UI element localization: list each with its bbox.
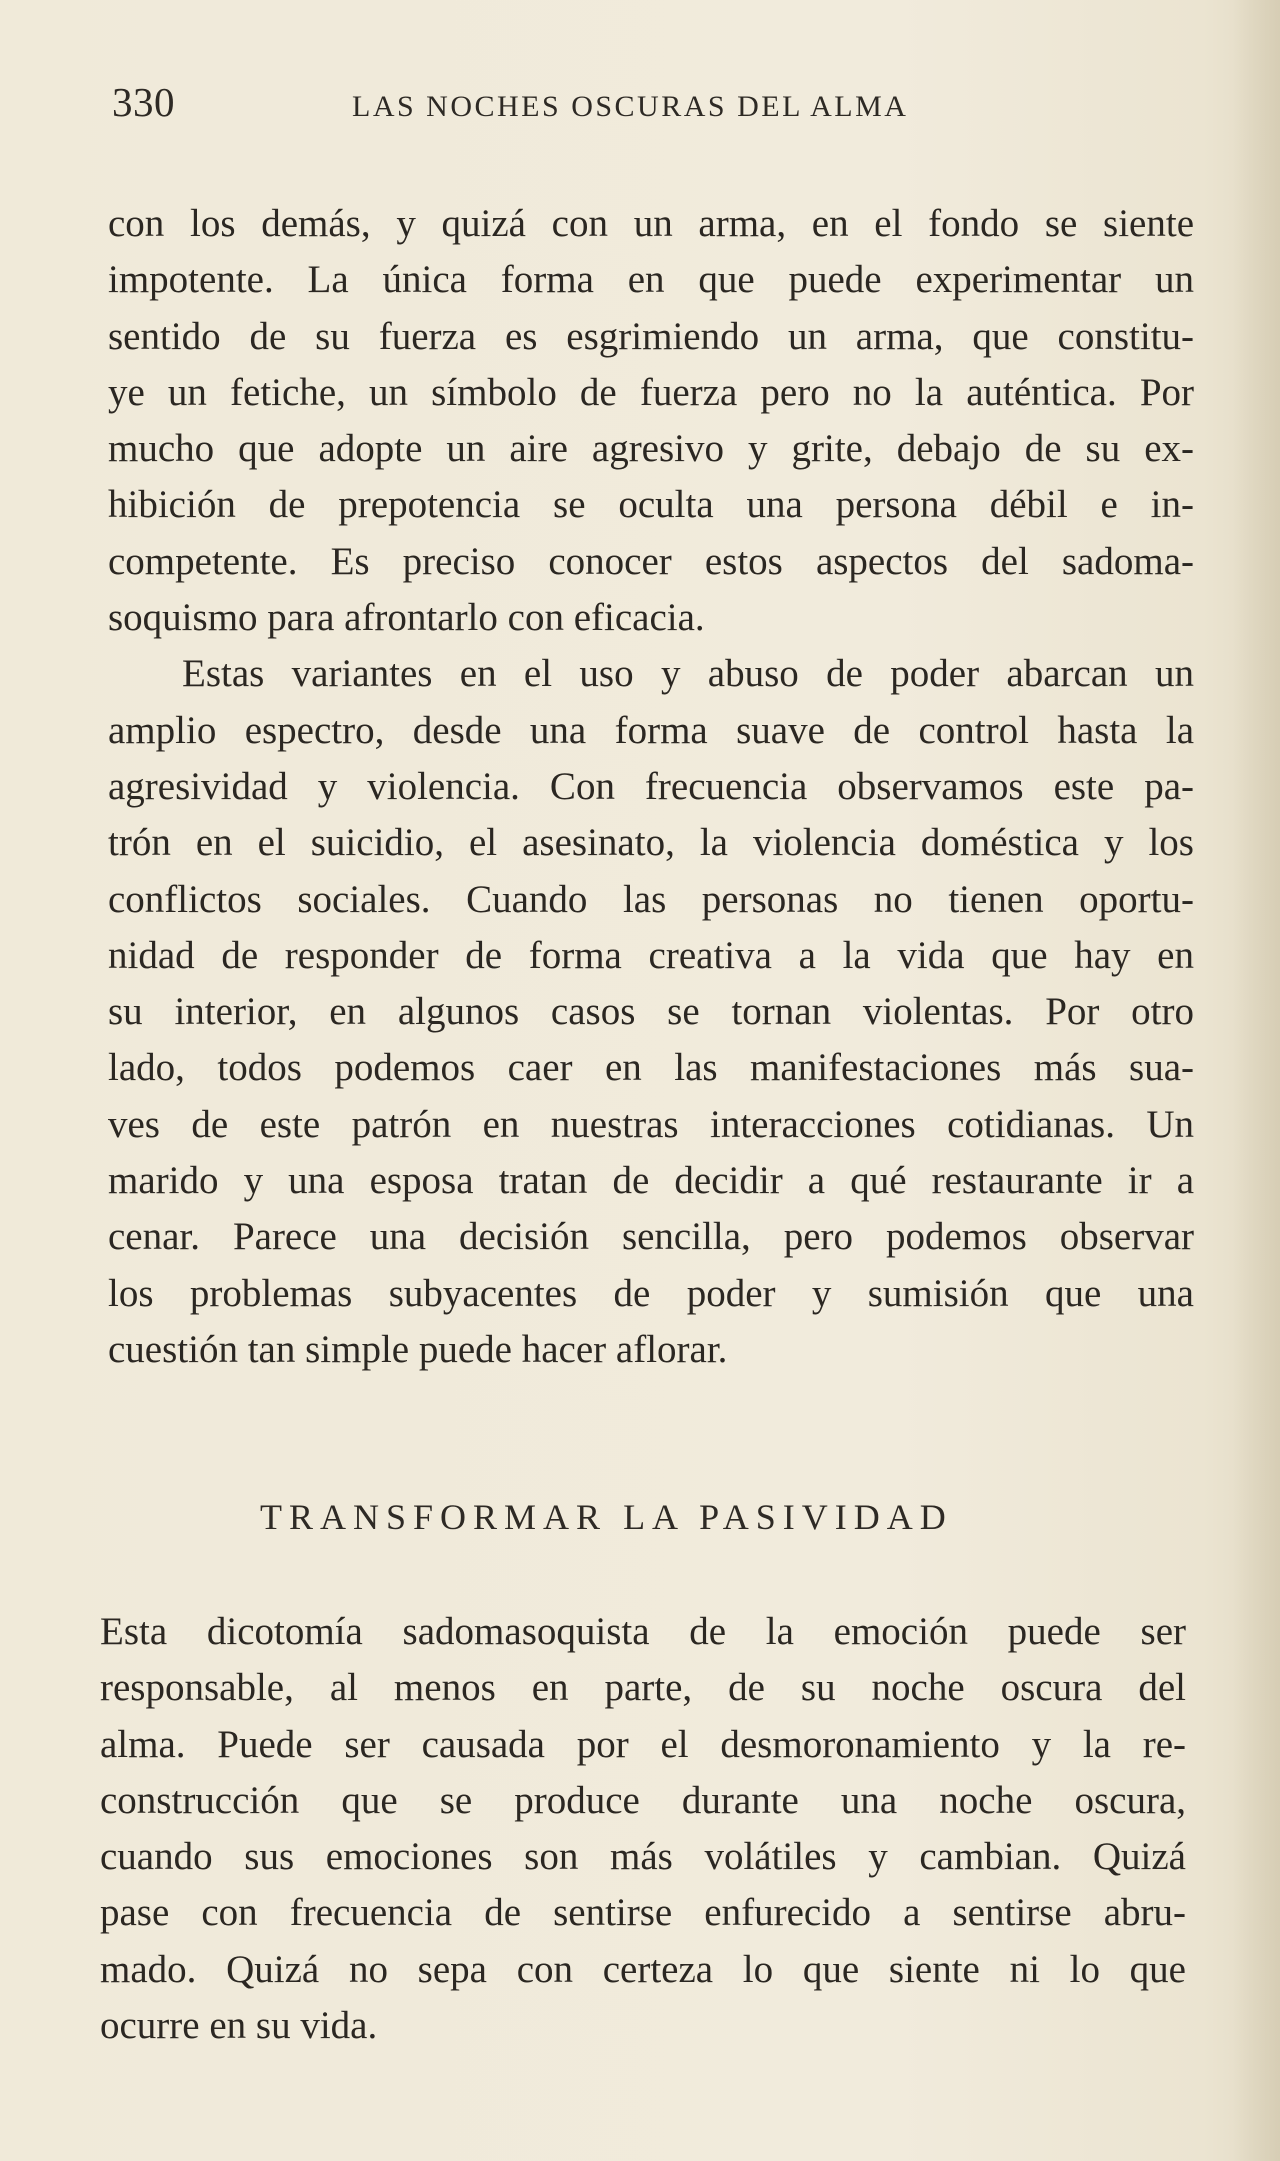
paragraph-2: [108, 646, 1194, 1378]
text-line: pase con frecuencia de sentirse enfurecido a sentirse abru-: [100, 1891, 1186, 1935]
section-paragraph: [100, 1604, 1186, 2054]
text-line: nidad de responder de forma creativa a la vida que hay en: [108, 933, 1194, 977]
paragraph-1: [108, 196, 1194, 646]
text-line: su interior, en algunos casos se tornan violentas. Por otro: [108, 990, 1194, 1034]
running-title: LAS NOCHES OSCURAS DEL ALMA: [352, 90, 909, 123]
running-header: [112, 72, 1172, 132]
text-line: cenar. Parece una decisión sencilla, pero podemos observar: [108, 1215, 1194, 1259]
text-line: marido y una esposa tratan de decidir a qué restaurante ir a: [108, 1159, 1194, 1203]
text-line: los problemas subyacentes de poder y sumisión que una: [108, 1271, 1194, 1315]
text-line: Estas variantes en el uso y abuso de poder abarcan un: [182, 652, 1194, 696]
text-line: cuestión tan simple puede hacer aflorar.: [108, 1327, 728, 1371]
text-line: sentido de su fuerza es esgrimiendo un arma, que constitu-: [108, 314, 1194, 358]
text-line: soquismo para afrontarlo con eficacia.: [108, 596, 705, 640]
text-line: Esta dicotomía sadomasoquista de la emoción puede ser: [100, 1610, 1186, 1653]
text-line: alma. Puede ser causada por el desmoronamiento y la re-: [100, 1722, 1186, 1766]
text-line: amplio espectro, desde una forma suave de control hasta la: [108, 708, 1194, 752]
text-line: mado. Quizá no sepa con certeza lo que siente ni lo que: [100, 1947, 1186, 1991]
text-line: responsable, al menos en parte, de su noche oscura del: [100, 1666, 1186, 1710]
text-line: cuando sus emociones son más volátiles y cambian. Quizá: [100, 1835, 1186, 1879]
text-line: con los demás, y quizá con un arma, en el fondo se siente: [108, 202, 1194, 245]
section-heading: TRANSFORMAR LA PASIVIDAD: [260, 1497, 953, 1537]
text-line: mucho que adopte un aire agresivo y grite, debajo de su ex-: [108, 427, 1194, 471]
page-edge-shadow: [1232, 0, 1280, 2161]
text-line: ye un fetiche, un símbolo de fuerza pero no la auténtica. Por: [108, 370, 1194, 414]
body-text: [108, 196, 1194, 1378]
page-number: 330: [112, 79, 175, 125]
text-line: trón en el suicidio, el asesinato, la violencia doméstica y los: [108, 821, 1194, 865]
text-line: competente. Es preciso conocer estos aspectos del sadoma-: [108, 539, 1194, 583]
text-line: conflictos sociales. Cuando las personas no tienen oportu-: [108, 877, 1194, 921]
text-line: hibición de prepotencia se oculta una persona débil e in-: [108, 483, 1194, 527]
text-line: ocurre en su vida.: [100, 2004, 378, 2048]
text-line: ves de este patrón en nuestras interacciones cotidianas. Un: [108, 1102, 1194, 1146]
text-line: agresividad y violencia. Con frecuencia observamos este pa-: [108, 764, 1194, 808]
text-line: construcción que se produce durante una noche oscura,: [100, 1778, 1186, 1822]
text-line: lado, todos podemos caer en las manifestaciones más sua-: [108, 1046, 1194, 1090]
text-line: impotente. La única forma en que puede experimentar un: [108, 258, 1194, 302]
